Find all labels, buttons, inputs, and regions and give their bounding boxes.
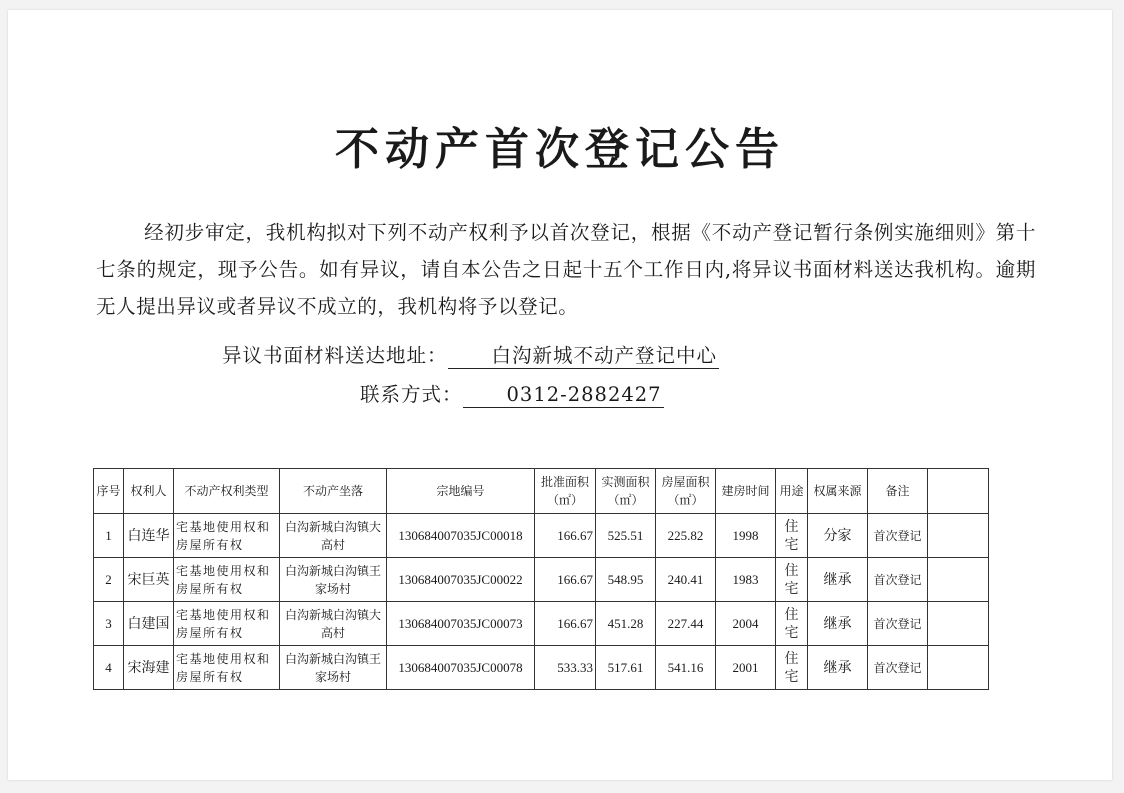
header-cell: 建房时间: [716, 469, 776, 514]
cell-location: 白沟新城白沟镇大高村: [280, 602, 387, 646]
cell-location: 白沟新城白沟镇王家场村: [280, 646, 387, 690]
cell-location: 白沟新城白沟镇大高村: [280, 514, 387, 558]
header-cell: 实测面积（㎡）: [596, 469, 656, 514]
header-cell: 不动产坐落: [280, 469, 387, 514]
cell-approved-area: 166.67: [535, 558, 596, 602]
cell-measured-area: 548.95: [596, 558, 656, 602]
header-cell-empty: [928, 469, 989, 514]
cell-remark: 首次登记: [868, 602, 928, 646]
notice-text: 经初步审定，我机构拟对下列不动产权利予以首次登记，根据《不动产登记暂行条例实施细则》第十七条的规定，现予公告。如有异议，请自本公告之日起十五个工作日内,将异议书面材料送达我机构。逾期无人提出异议或者异议不成立的，我机构将予以登记。: [96, 221, 1036, 318]
cell-parcel-id: 130684007035JC00018: [387, 514, 535, 558]
cell-usage: 住宅: [776, 602, 808, 646]
cell-no: 3: [94, 602, 124, 646]
contact-line: [360, 379, 664, 408]
cell-approved-area: 533.33: [535, 646, 596, 690]
cell-empty: [928, 646, 989, 690]
cell-source: 继承: [808, 602, 868, 646]
cell-usage: 住宅: [776, 558, 808, 602]
page-title: 不动产首次登记公告: [335, 124, 785, 175]
table-row: [94, 646, 989, 690]
cell-owner: 白建国: [124, 602, 174, 646]
cell-source: 继承: [808, 558, 868, 602]
cell-measured-area: 451.28: [596, 602, 656, 646]
header-cell: 权属来源: [808, 469, 868, 514]
cell-parcel-id: 130684007035JC00073: [387, 602, 535, 646]
cell-house-area: 225.82: [656, 514, 716, 558]
cell-owner: 白连华: [124, 514, 174, 558]
table-row: [94, 514, 989, 558]
header-cell: 备注: [868, 469, 928, 514]
address-value: 白沟新城不动产登记中心: [448, 344, 720, 369]
table-row: [94, 602, 989, 646]
cell-no: 4: [94, 646, 124, 690]
cell-right-type: 宅基地使用权和房屋所有权: [174, 558, 280, 602]
header-cell: 用途: [776, 469, 808, 514]
document-page: [8, 10, 1112, 780]
cell-owner: 宋海建: [124, 646, 174, 690]
cell-no: 1: [94, 514, 124, 558]
cell-remark: 首次登记: [868, 514, 928, 558]
cell-remark: 首次登记: [868, 558, 928, 602]
cell-source: 分家: [808, 514, 868, 558]
cell-build-year: 1998: [716, 514, 776, 558]
cell-right-type: 宅基地使用权和房屋所有权: [174, 602, 280, 646]
cell-house-area: 541.16: [656, 646, 716, 690]
header-cell: 宗地编号: [387, 469, 535, 514]
cell-parcel-id: 130684007035JC00078: [387, 646, 535, 690]
cell-source: 继承: [808, 646, 868, 690]
cell-parcel-id: 130684007035JC00022: [387, 558, 535, 602]
cell-empty: [928, 558, 989, 602]
registration-table: [93, 468, 989, 690]
address-label: 异议书面材料送达地址：: [222, 344, 448, 367]
cell-house-area: 227.44: [656, 602, 716, 646]
table-header-row: [94, 469, 989, 514]
notice-paragraph: [96, 214, 1036, 325]
cell-location: 白沟新城白沟镇王家场村: [280, 558, 387, 602]
cell-owner: 宋巨英: [124, 558, 174, 602]
cell-remark: 首次登记: [868, 646, 928, 690]
cell-usage: 住宅: [776, 514, 808, 558]
cell-right-type: 宅基地使用权和房屋所有权: [174, 514, 280, 558]
cell-house-area: 240.41: [656, 558, 716, 602]
cell-empty: [928, 602, 989, 646]
header-cell: 房屋面积（㎡）: [656, 469, 716, 514]
header-cell: 权利人: [124, 469, 174, 514]
table-row: [94, 558, 989, 602]
header-cell: 不动产权利类型: [174, 469, 280, 514]
cell-build-year: 2004: [716, 602, 776, 646]
cell-measured-area: 517.61: [596, 646, 656, 690]
contact-value: 0312-2882427: [463, 383, 664, 408]
cell-build-year: 1983: [716, 558, 776, 602]
cell-usage: 住宅: [776, 646, 808, 690]
cell-approved-area: 166.67: [535, 602, 596, 646]
cell-right-type: 宅基地使用权和房屋所有权: [174, 646, 280, 690]
contact-label: 联系方式：: [360, 383, 463, 406]
cell-measured-area: 525.51: [596, 514, 656, 558]
cell-empty: [928, 514, 989, 558]
cell-no: 2: [94, 558, 124, 602]
header-cell: 序号: [94, 469, 124, 514]
cell-build-year: 2001: [716, 646, 776, 690]
header-cell: 批准面积（㎡）: [535, 469, 596, 514]
objection-address-line: [222, 340, 719, 369]
cell-approved-area: 166.67: [535, 514, 596, 558]
